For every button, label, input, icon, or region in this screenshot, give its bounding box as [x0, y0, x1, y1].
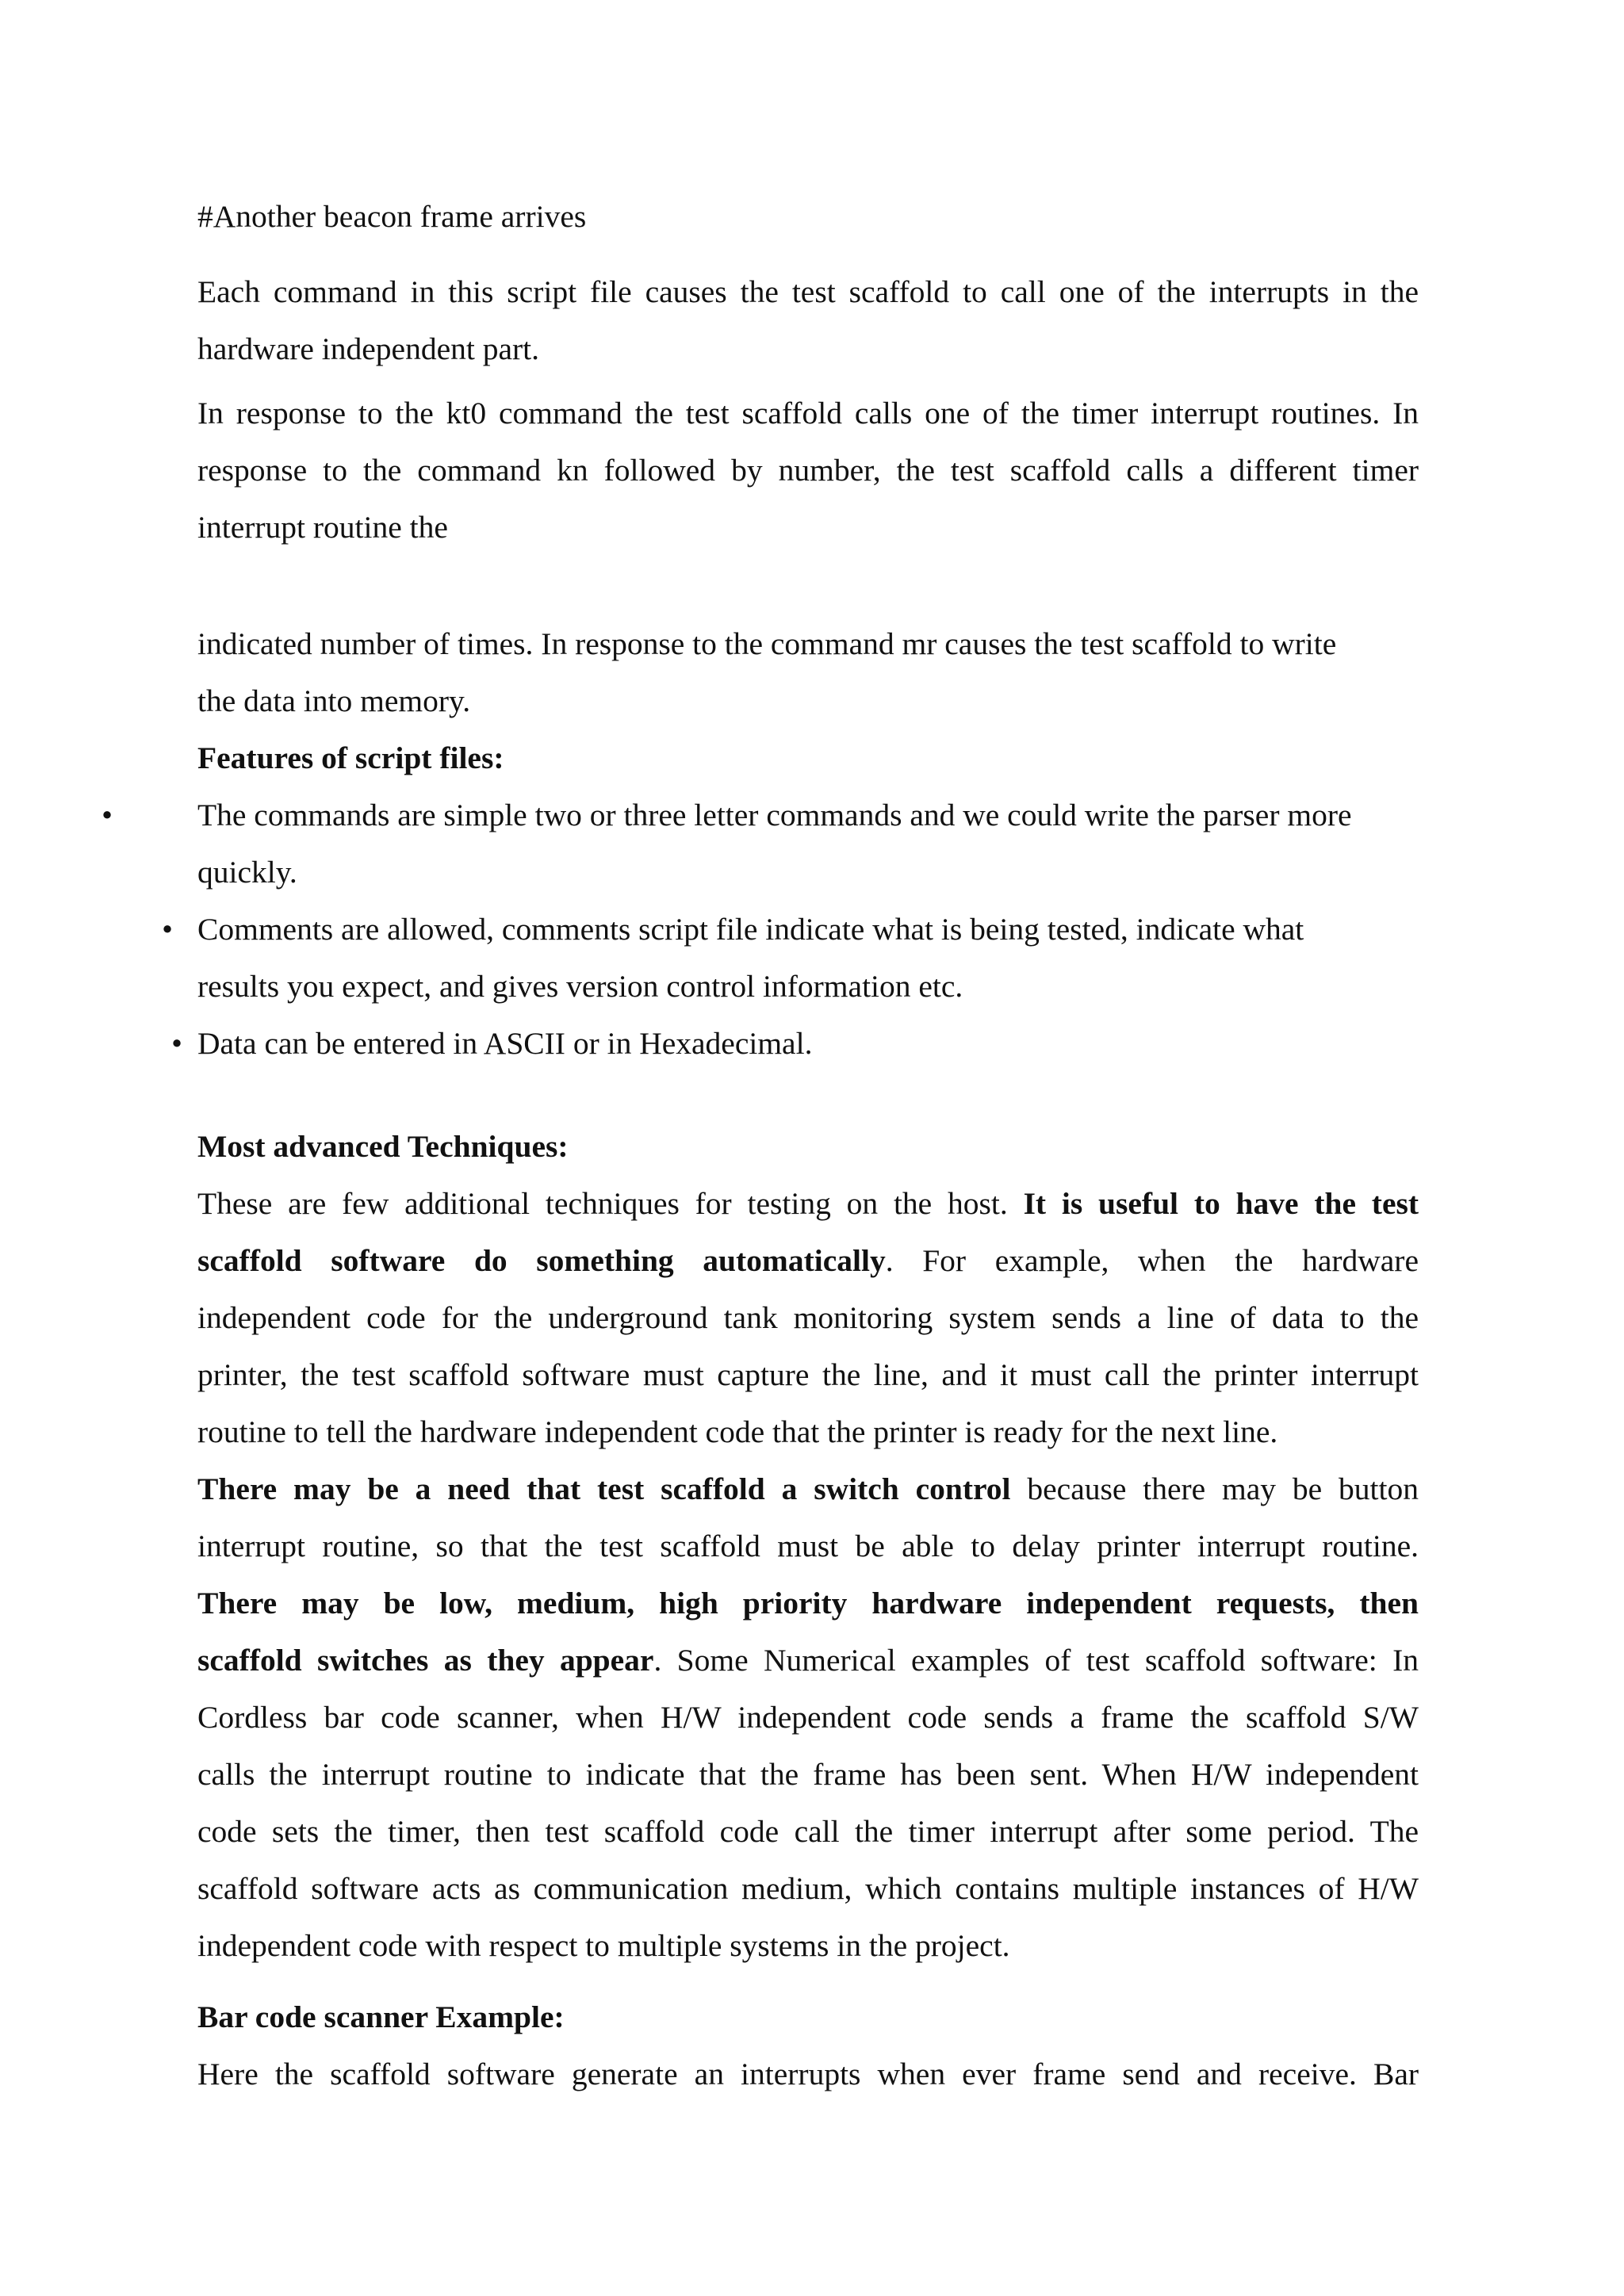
text-line: scaffold switches as they appear. Some Numerical examples of test scaffold software: In: [197, 1643, 1419, 1678]
bullet-icon: •: [171, 1026, 182, 1061]
text-line: results you expect, and gives version control information etc.: [197, 969, 963, 1004]
text-line: interrupt routine, so that the test scaffold must be able to delay printer interrupt routine.: [197, 1529, 1419, 1563]
bullet-item: [197, 786, 1419, 901]
text-line: printer, the test scaffold software must capture the line, and it must call the printer interrupt: [197, 1357, 1419, 1392]
text-line: There may be low, medium, high priority hardware independent requests, then: [197, 1586, 1419, 1621]
script-comment-line: #Another beacon frame arrives: [197, 199, 587, 234]
text-line: quickly.: [197, 855, 297, 890]
text-line: Cordless bar code scanner, when H/W independent code sends a frame the scaffold S/W: [197, 1700, 1419, 1735]
text-line: Each command in this script file causes the test scaffold to call one of the interrupts in the: [197, 274, 1419, 309]
text-line: independent code with respect to multiple systems in the project.: [197, 1928, 1010, 1963]
heading-advanced-techniques: Most advanced Techniques:: [197, 1129, 569, 1164]
bullet-item: [197, 901, 1419, 1015]
text-line: Comments are allowed, comments script file indicate what is being tested, indicate what: [197, 912, 1304, 947]
text-line: scaffold software do something automatically. For example, when the hardware: [197, 1243, 1419, 1278]
bullet-item: [197, 1015, 1419, 1072]
paragraph-switch-control: [197, 1460, 1419, 1974]
paragraph-bar-code: [197, 2045, 1419, 2103]
text-line: indicated number of times. In response to the command mr causes the test scaffold to write: [197, 626, 1337, 661]
text-line: independent code for the underground tank monitoring system sends a line of data to the: [197, 1300, 1419, 1335]
heading-features: Features of script files:: [197, 740, 504, 775]
text-line: code sets the timer, then test scaffold code call the timer interrupt after some period. The: [197, 1814, 1419, 1849]
bullet-icon: •: [102, 798, 113, 832]
text-line: response to the command kn followed by number, the test scaffold calls a different timer: [197, 453, 1419, 488]
paragraph-commands: [197, 263, 1419, 377]
text-line: In response to the kt0 command the test scaffold calls one of the timer interrupt routines. In: [197, 396, 1419, 430]
text-line: Data can be entered in ASCII or in Hexadecimal.: [197, 1026, 813, 1061]
text-line: calls the interrupt routine to indicate that the frame has been sent. When H/W independent: [197, 1757, 1419, 1792]
text-line: hardware independent part.: [197, 331, 540, 366]
text-line: There may be a need that test scaffold a switch control because there may be button: [197, 1471, 1419, 1506]
text-line: routine to tell the hardware independent code that the printer is ready for the next line.: [197, 1414, 1278, 1449]
text-line: the data into memory.: [197, 683, 471, 718]
paragraph-indicated: [197, 615, 1419, 729]
bullet-icon: •: [162, 912, 173, 947]
paragraph-techniques: [197, 1175, 1419, 1460]
paragraph-kt0: [197, 385, 1419, 556]
text-line: interrupt routine the: [197, 510, 448, 545]
text-line: scaffold software acts as communication medium, which contains multiple instances of H/W: [197, 1871, 1419, 1906]
text-line: Here the scaffold software generate an interrupts when ever frame send and receive. Bar: [197, 2057, 1419, 2091]
text-line: These are few additional techniques for testing on the host. It is useful to have the test: [197, 1186, 1419, 1221]
heading-bar-code-example: Bar code scanner Example:: [197, 1999, 565, 2034]
text-line: The commands are simple two or three letter commands and we could write the parser more: [197, 798, 1352, 832]
